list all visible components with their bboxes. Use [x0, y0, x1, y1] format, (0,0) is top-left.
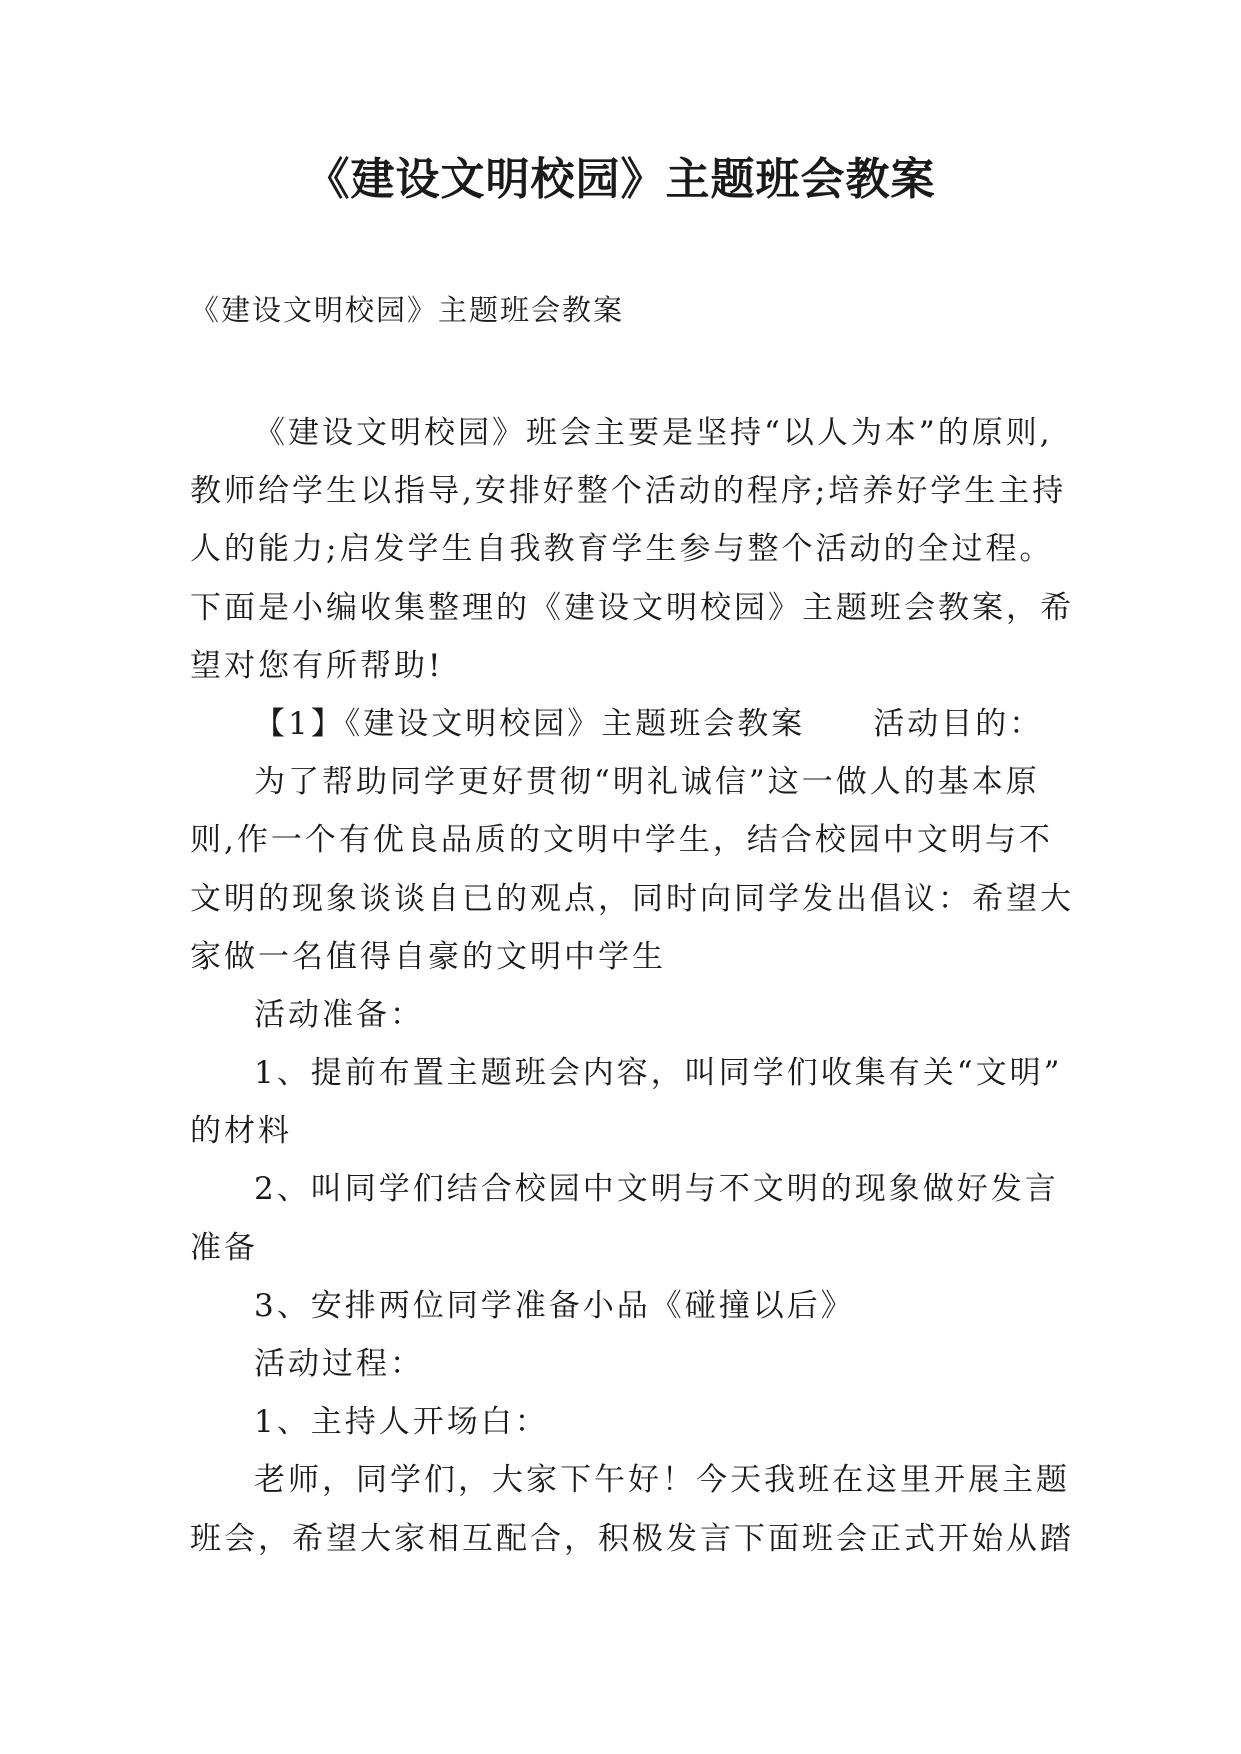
section-heading-line: 活动准备： — [254, 996, 424, 1033]
list-item-line: 3、安排两位同学准备小品《碰撞以后》 — [254, 1287, 855, 1324]
paragraph-line: 望对您有所帮助! — [190, 647, 444, 684]
document-title: 《建设文明校园》主题班会教案 — [305, 154, 936, 205]
paragraph-line: 则,作一个有优良品质的文明中学生，结合校园中文明与不 — [190, 822, 1053, 859]
document-body — [190, 404, 1074, 1568]
paragraph-line: 班会，希望大家相互配合，积极发言下面班会正式开始从踏 — [190, 1520, 1074, 1557]
list-item-line: 准备 — [190, 1229, 258, 1266]
paragraph-line: 老师，同学们，大家下午好！今天我班在这里开展主题 — [254, 1462, 1070, 1499]
paragraph-line: 为了帮助同学更好贯彻“明礼诚信”这一做人的基本原 — [254, 764, 1040, 801]
list-item-line: 2、叫同学们结合校园中文明与不文明的现象做好发言 — [254, 1171, 1059, 1208]
document-subtitle: 《建设文明校园》主题班会教案 — [190, 293, 625, 327]
list-item-line: 1、主持人开场白： — [254, 1404, 549, 1441]
paragraph-line: 文明的现象谈谈自已的观点，同时向同学发出倡议：希望大 — [190, 880, 1074, 917]
list-item-line: 的材料 — [190, 1113, 292, 1150]
paragraph-line: 家做一名值得自豪的文明中学生 — [190, 938, 666, 975]
paragraph-line: 人的能力;启发学生自我教育学生参与整个活动的全过程。 — [190, 531, 1054, 568]
paragraph-line: 下面是小编收集整理的《建设文明校园》主题班会教案，希 — [190, 589, 1074, 626]
list-item-line: 1、提前布置主题班会内容，叫同学们收集有关“文明” — [254, 1055, 1063, 1092]
section-heading-line: 【1】《建设文明校园》主题班会教案 活动目的： — [254, 705, 1044, 742]
paragraph-line: 教师给学生以指导,安排好整个活动的程序;培养好学生主持 — [190, 473, 1067, 510]
paragraph-line: 《建设文明校园》班会主要是坚持“以人为本”的原则, — [254, 415, 1053, 451]
section-heading-line: 活动过程： — [254, 1346, 424, 1382]
